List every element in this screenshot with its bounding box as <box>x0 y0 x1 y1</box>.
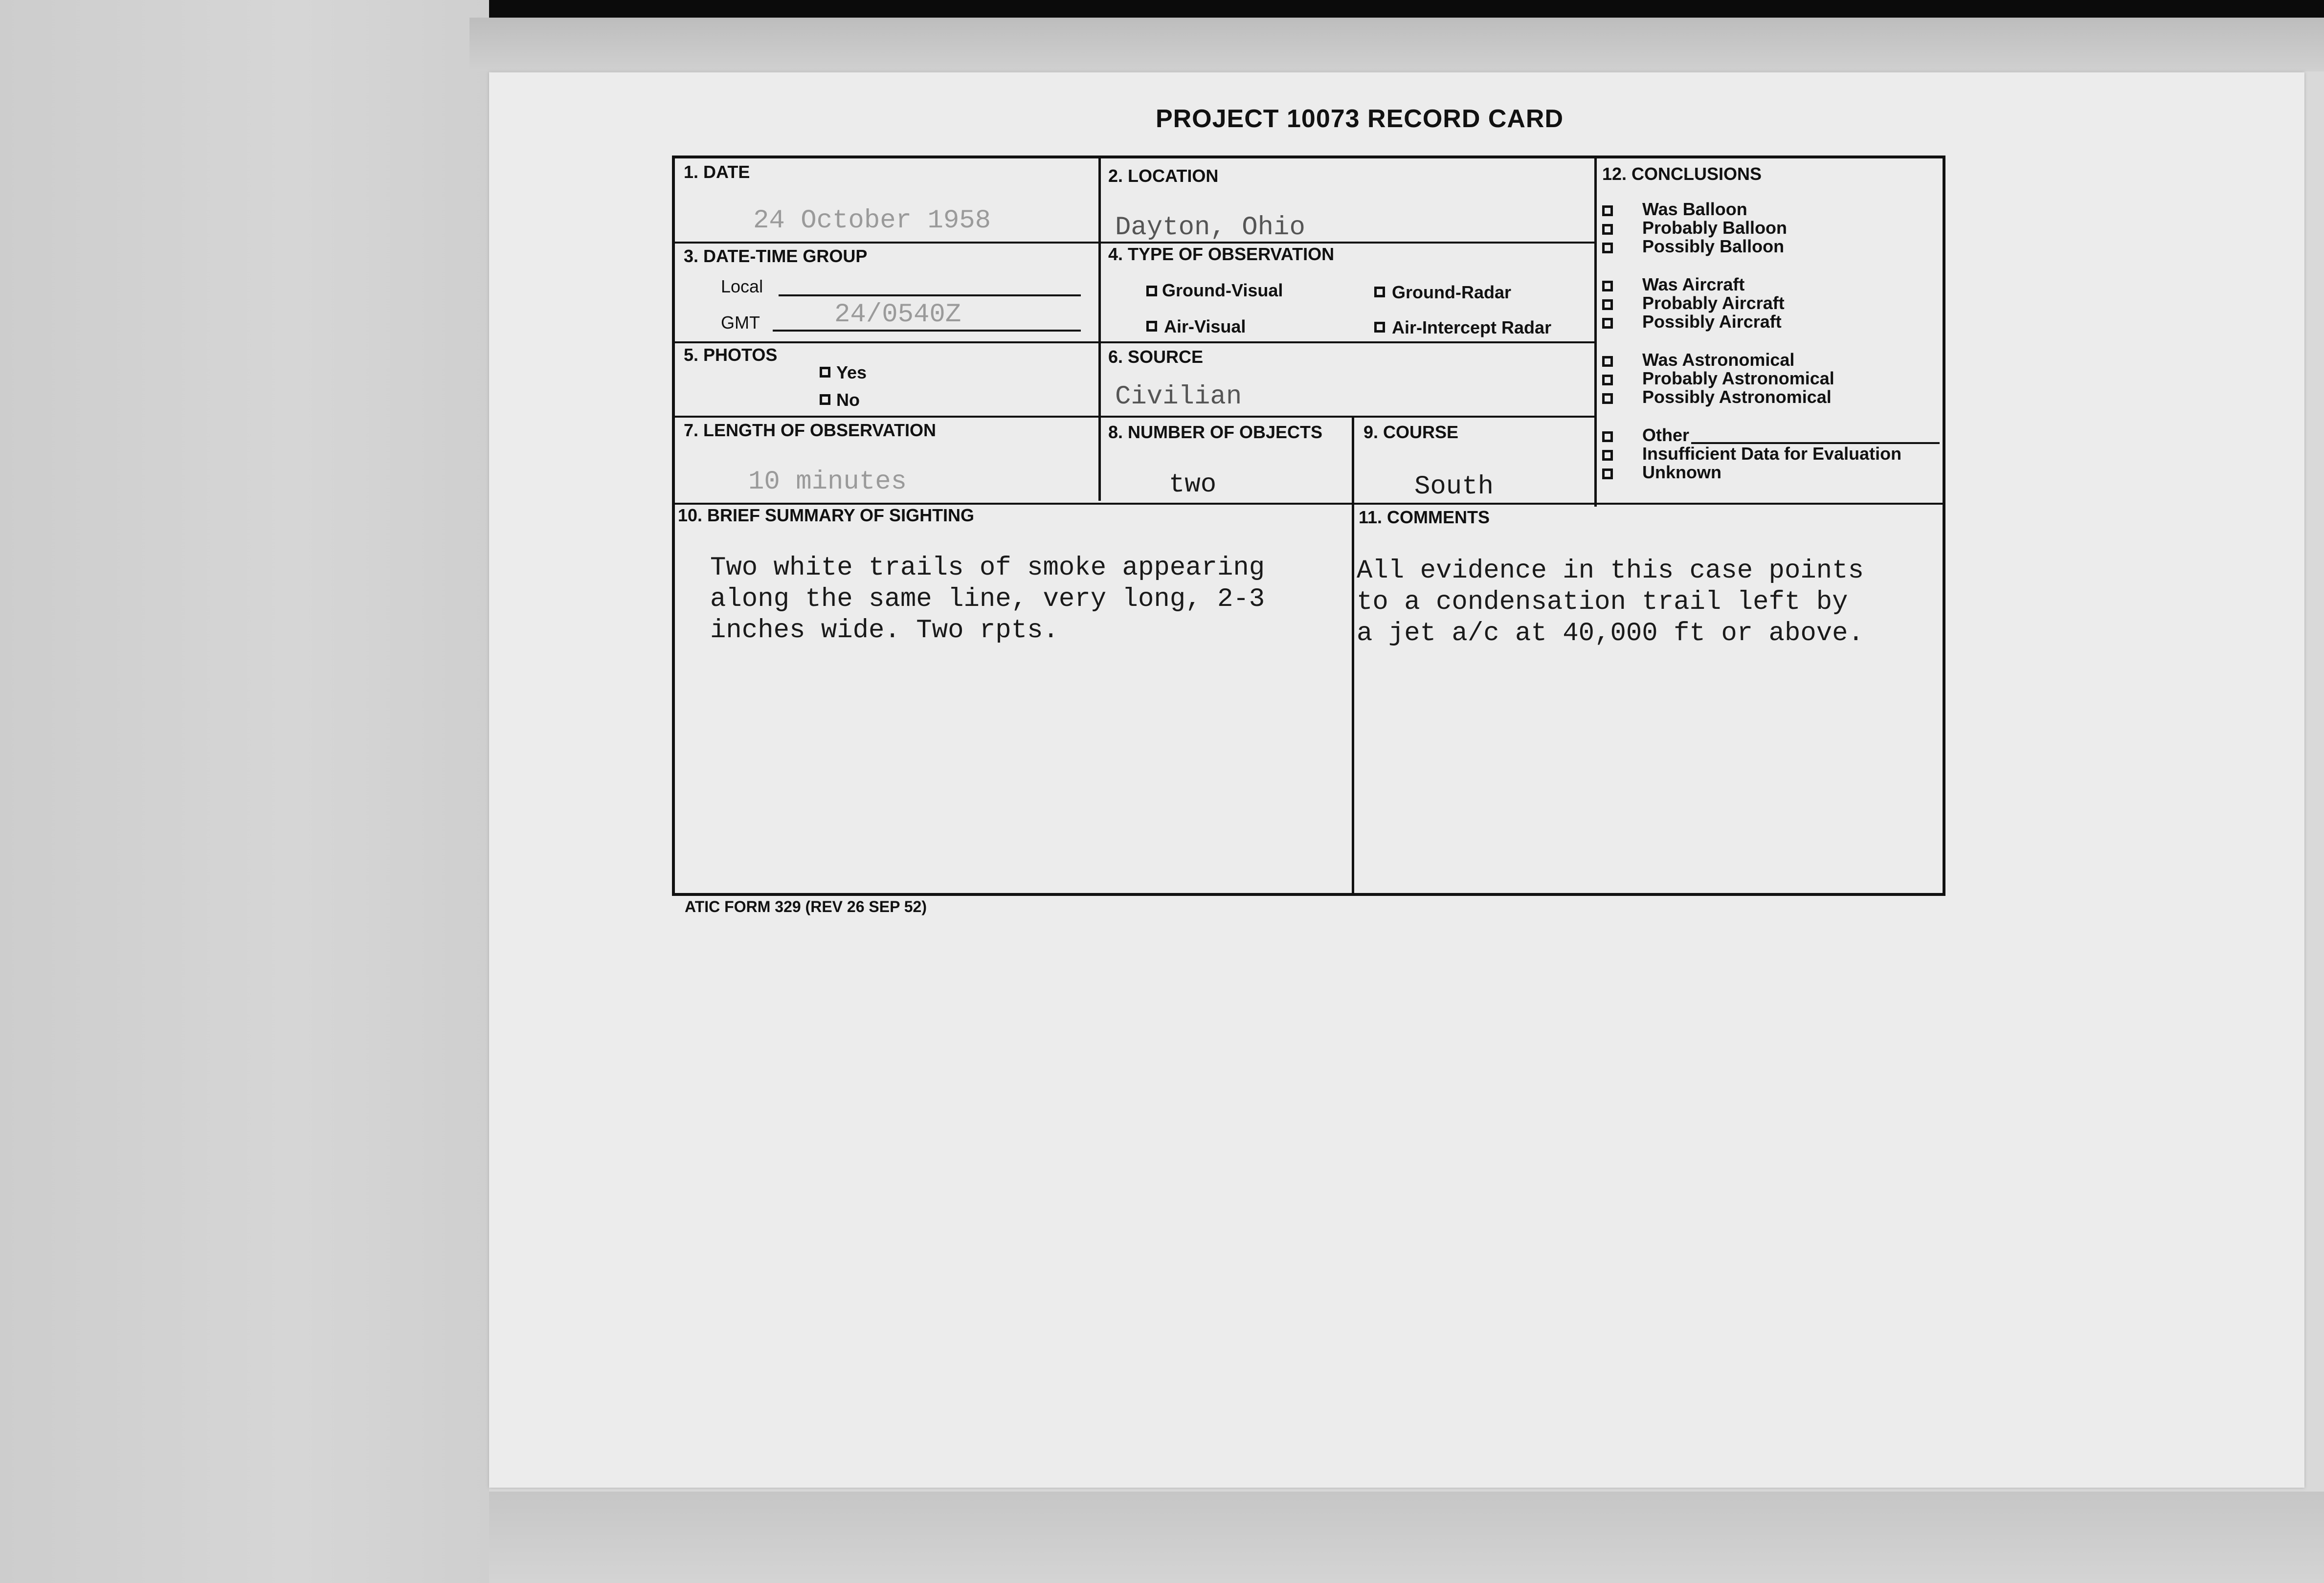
length-of-observation-label: 7. LENGTH OF OBSERVATION <box>684 420 937 440</box>
option-air-intercept-radar: Air-Intercept Radar <box>1392 317 1552 337</box>
comments-line: a jet a/c at 40,000 ft or above. <box>1357 619 1864 648</box>
checkbox-conclusion[interactable] <box>1602 205 1613 216</box>
card-title: PROJECT 10073 RECORD CARD <box>1155 105 1564 133</box>
checkbox-conclusion[interactable] <box>1602 224 1613 235</box>
checkbox-conclusion[interactable] <box>1602 299 1613 310</box>
summary-line: inches wide. Two rpts. <box>710 616 1059 646</box>
divider <box>675 341 1594 343</box>
checkbox-air-intercept-radar[interactable] <box>1374 322 1385 333</box>
scan-left-margin <box>0 0 489 1583</box>
local-underline <box>779 294 1081 296</box>
option-ground-radar: Ground-Radar <box>1392 282 1512 302</box>
date-value: 24 October 1958 <box>753 206 991 236</box>
checkbox-conclusion[interactable] <box>1602 450 1613 461</box>
course-value: South <box>1414 472 1494 502</box>
option-photos-no: No <box>836 390 860 410</box>
form-footer: ATIC FORM 329 (REV 26 SEP 52) <box>685 898 927 915</box>
conclusion-option: Probably Balloon <box>1642 218 1788 238</box>
local-label: Local <box>721 276 763 296</box>
divider <box>1098 158 1101 501</box>
checkbox-ground-radar[interactable] <box>1374 287 1385 297</box>
date-label: 1. DATE <box>684 162 750 182</box>
divider <box>1594 158 1597 507</box>
divider <box>675 416 1594 418</box>
length-of-observation-value: 10 minutes <box>748 467 907 497</box>
source-value: Civilian <box>1115 382 1242 412</box>
checkbox-conclusion[interactable] <box>1602 393 1613 404</box>
type-of-observation-label: 4. TYPE OF OBSERVATION <box>1108 244 1335 264</box>
conclusion-option: Was Aircraft <box>1642 274 1745 294</box>
location-label: 2. LOCATION <box>1108 166 1219 186</box>
number-of-objects-value: two <box>1169 470 1217 500</box>
location-value: Dayton, Ohio <box>1115 213 1305 243</box>
checkbox-conclusion[interactable] <box>1602 468 1613 479</box>
divider <box>1352 504 1354 896</box>
checkbox-photos-no[interactable] <box>820 394 830 405</box>
summary-label: 10. BRIEF SUMMARY OF SIGHTING <box>678 505 975 525</box>
checkbox-conclusion[interactable] <box>1602 243 1613 253</box>
comments-line: to a condensation trail left by <box>1357 587 1848 617</box>
checkbox-air-visual[interactable] <box>1146 321 1157 332</box>
course-label: 9. COURSE <box>1363 422 1459 442</box>
scan-top-band <box>469 18 2324 71</box>
comments-label: 11. COMMENTS <box>1359 507 1490 527</box>
gmt-value: 24/0540Z <box>834 300 961 330</box>
date-time-group-label: 3. DATE-TIME GROUP <box>684 246 868 266</box>
summary-line: along the same line, very long, 2-3 <box>710 584 1265 614</box>
option-photos-yes: Yes <box>836 362 867 382</box>
checkbox-ground-visual[interactable] <box>1146 286 1157 296</box>
conclusion-option: Possibly Balloon <box>1642 236 1785 256</box>
conclusions-label: 12. CONCLUSIONS <box>1602 164 1762 184</box>
checkbox-conclusion[interactable] <box>1602 318 1613 329</box>
conclusion-option: Insufficient Data for Evaluation <box>1642 444 1902 464</box>
conclusion-option: Other <box>1642 425 1690 445</box>
checkbox-conclusion[interactable] <box>1602 431 1613 442</box>
number-of-objects-label: 8. NUMBER OF OBJECTS <box>1108 422 1323 442</box>
divider <box>1352 418 1354 504</box>
checkbox-conclusion[interactable] <box>1602 281 1613 291</box>
conclusion-option: Probably Aircraft <box>1642 293 1785 313</box>
summary-line: Two white trails of smoke appearing <box>710 553 1265 583</box>
conclusion-option: Was Astronomical <box>1642 350 1795 370</box>
conclusion-option: Possibly Astronomical <box>1642 387 1832 407</box>
conclusion-option: Possibly Aircraft <box>1642 312 1782 332</box>
gmt-label: GMT <box>721 312 760 333</box>
option-ground-visual: Ground-Visual <box>1162 280 1283 300</box>
checkbox-conclusion[interactable] <box>1602 356 1613 367</box>
checkbox-photos-yes[interactable] <box>820 367 830 378</box>
conclusion-option: Probably Astronomical <box>1642 368 1834 388</box>
record-form <box>672 156 1945 896</box>
checkbox-conclusion[interactable] <box>1602 375 1613 385</box>
photos-label: 5. PHOTOS <box>684 345 778 365</box>
source-label: 6. SOURCE <box>1108 347 1204 367</box>
comments-line: All evidence in this case points <box>1357 556 1864 586</box>
conclusion-option: Unknown <box>1642 462 1721 482</box>
scan-bottom-band <box>489 1492 2324 1583</box>
conclusion-option: Was Balloon <box>1642 199 1747 219</box>
option-air-visual: Air-Visual <box>1164 316 1246 336</box>
